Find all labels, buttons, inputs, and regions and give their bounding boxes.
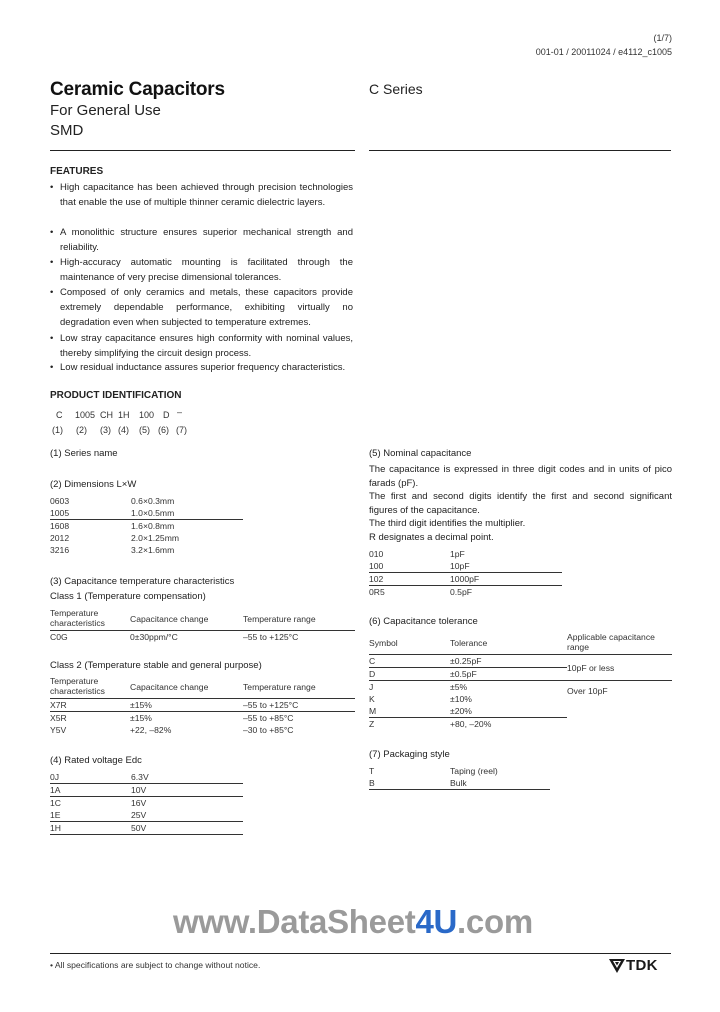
table-cell: 0J	[50, 771, 131, 784]
table-row	[50, 822, 243, 835]
table-cell: 1E	[50, 809, 131, 822]
pid-code-voltage: 1H	[118, 410, 130, 420]
table-header-cell: Temperature range	[243, 608, 355, 631]
table-row	[50, 699, 355, 712]
table-header-cell: Applicable capacitance range	[567, 632, 672, 655]
table-cell: 0R5	[369, 587, 385, 597]
page-title: Ceramic Capacitors	[50, 79, 225, 100]
table-header-cell: Capacitance change	[130, 608, 243, 631]
table-cell: 3.2×1.6mm	[131, 545, 175, 555]
table-cell: ±15%	[130, 713, 152, 723]
tdk-logo	[609, 957, 658, 974]
table-row	[50, 771, 243, 784]
tdk-logo-text: TDK	[626, 957, 658, 974]
table-row	[50, 495, 243, 507]
class2-table	[50, 676, 355, 736]
table-cell: 1005	[50, 507, 131, 520]
table-cell: ±15%	[130, 699, 243, 712]
table-row	[369, 573, 562, 586]
dimensions-table	[50, 495, 243, 556]
table-row	[50, 797, 243, 810]
table-cell: 1H	[50, 822, 131, 835]
table-cell: 010	[369, 549, 384, 559]
table-cell: 0.6×0.3mm	[131, 496, 175, 506]
pid-code-capacitance: 100	[139, 410, 155, 420]
tdk-logo-mark-icon	[609, 959, 625, 973]
tolerance-range-large: Over 10pF	[567, 686, 608, 696]
table-cell: +80, –20%	[450, 719, 492, 729]
table-row	[369, 586, 562, 599]
table-cell: ±20%	[450, 705, 567, 718]
table-row	[50, 809, 243, 822]
table-header-cell: Symbol	[369, 632, 450, 655]
table-cell: Taping (reel)	[450, 766, 498, 776]
feature-item: • A monolithic structure ensures superior mechanical strength and reliability.	[50, 225, 353, 255]
rated-voltage-heading: (4) Rated voltage Edc	[50, 755, 142, 766]
table-row	[369, 681, 672, 694]
class1-title: Class 1 (Temperature compensation)	[50, 591, 206, 602]
table-cell: K	[369, 694, 375, 704]
cap-tolerance-heading: (6) Capacitance tolerance	[369, 616, 478, 627]
pid-index: (7)	[176, 425, 187, 435]
nominal-cap-paragraph: The first and second digits identify the first and second significant figures of the capacitance.	[369, 491, 672, 516]
table-cell: 10pF	[450, 560, 562, 573]
dimensions-heading: (2) Dimensions L×W	[50, 479, 137, 490]
table-cell: 0.5pF	[450, 587, 472, 597]
pid-code-dimension: 1005	[75, 410, 96, 420]
pid-index: (6)	[158, 425, 169, 435]
watermark-text: .com	[457, 903, 533, 940]
feature-text: Low stray capacitance ensures high conformity with nominal values, thereby simplifying the circuit design process.	[60, 333, 353, 360]
table-cell: 100	[369, 560, 450, 573]
table-cell: 1A	[50, 784, 131, 797]
feature-text: Composed of only ceramics and metals, these capacitors provide extremely dependable performance, exhibiting virtually no degradation even when subjected to temperature extremes.	[60, 287, 353, 329]
table-row	[369, 655, 672, 668]
feature-item: • Low residual inductance assures superior frequency characteristics.	[50, 360, 353, 375]
table-header-row	[50, 608, 355, 631]
feature-text: A monolithic structure ensures superior mechanical strength and reliability.	[60, 227, 353, 254]
pid-index: (1)	[52, 425, 63, 435]
table-row	[369, 765, 550, 777]
pid-index: (2)	[76, 425, 87, 435]
watermark-text: www.DataSheet	[173, 903, 416, 940]
table-cell: J	[369, 682, 374, 692]
packaging-heading: (7) Packaging style	[369, 749, 450, 760]
table-cell: 0±30ppm/°C	[130, 632, 178, 642]
table-header-row	[369, 632, 672, 655]
table-cell: T	[369, 766, 375, 776]
watermark-highlight: 4U	[415, 903, 458, 940]
table-row	[50, 784, 243, 797]
cap-tolerance-table	[369, 632, 672, 730]
feature-item: • Composed of only ceramics and metals, these capacitors provide extremely dependable performance, exhibiting virtually no degradation even when subjected to temperature extremes.	[50, 285, 353, 331]
pid-index: (3)	[100, 425, 111, 435]
feature-text: Low residual inductance assures superior frequency characteristics.	[60, 362, 346, 373]
nominal-cap-table	[369, 548, 562, 598]
table-cell: 16V	[131, 798, 147, 808]
table-header-cell: Temperature characteristics	[50, 608, 130, 631]
tolerance-range-small: 10pF or less	[567, 655, 672, 681]
table-cell: 1pF	[450, 549, 465, 559]
table-row	[50, 520, 243, 533]
table-cell: ±0.5pF	[450, 668, 567, 681]
table-cell: –55 to +125°C	[243, 699, 355, 712]
table-cell: 10V	[131, 784, 243, 797]
nominal-cap-description	[369, 463, 672, 544]
table-row	[50, 724, 355, 736]
page-subtitle-smd: SMD	[50, 122, 84, 139]
table-cell: X5R	[50, 713, 67, 723]
table-cell: 2.0×1.25mm	[131, 533, 180, 543]
pid-code-tolerance: D	[163, 410, 170, 420]
table-header-cell: Capacitance change	[130, 676, 243, 699]
table-cell: B	[369, 777, 450, 790]
feature-text: High-accuracy automatic mounting is facilitated through the maintenance of very precise dimensional tolerances.	[60, 257, 353, 284]
title-rule-left	[50, 150, 355, 151]
page-number: (1/7)	[653, 33, 672, 43]
nominal-cap-paragraph: R designates a decimal point.	[369, 531, 494, 543]
table-header-cell: Tolerance	[450, 632, 567, 655]
features-heading: FEATURES	[50, 166, 104, 177]
footer-note: • All specifications are subject to change without notice.	[50, 960, 261, 970]
nominal-cap-heading: (5) Nominal capacitance	[369, 448, 472, 459]
table-cell: 0603	[50, 496, 70, 506]
table-cell: 1608	[50, 521, 70, 531]
table-row	[50, 507, 243, 520]
document-id: 001-01 / 20011024 / e4112_c1005	[535, 47, 672, 57]
table-cell: Y5V	[50, 725, 67, 735]
table-cell: Z	[369, 719, 375, 729]
footer-rule	[50, 953, 671, 954]
table-cell: 2012	[50, 533, 70, 543]
pid-index: (5)	[139, 425, 150, 435]
packaging-table	[369, 765, 550, 790]
table-cell: –55 to +85°C	[243, 713, 294, 723]
pid-code-packaging: –	[177, 407, 183, 417]
table-cell: 102	[369, 573, 450, 586]
pid-code-temp-char: CH	[100, 410, 113, 420]
table-header-cell: Temperature characteristics	[50, 676, 130, 699]
table-row	[369, 777, 550, 790]
table-cell: X7R	[50, 699, 130, 712]
table-row	[50, 532, 243, 544]
table-cell: C	[369, 655, 450, 668]
table-cell: 1C	[50, 798, 61, 808]
table-row	[50, 544, 243, 556]
table-cell: ±5%	[450, 682, 468, 692]
series-label: C Series	[369, 81, 423, 97]
class2-title: Class 2 (Temperature stable and general purpose)	[50, 660, 262, 671]
table-header-cell: Temperature range	[243, 676, 355, 699]
table-cell: 3216	[50, 545, 70, 555]
table-row	[369, 548, 562, 560]
table-cell: 1.0×0.5mm	[131, 507, 243, 520]
page-subtitle-general-use: For General Use	[50, 102, 161, 119]
table-cell: 1.6×0.8mm	[131, 521, 175, 531]
feature-item: • Low stray capacitance ensures high conformity with nominal values, thereby simplifying the circuit design process.	[50, 331, 353, 361]
pid-index: (4)	[118, 425, 129, 435]
table-cell: D	[369, 668, 450, 681]
table-cell: 1000pF	[450, 573, 562, 586]
table-cell: ±10%	[450, 694, 472, 704]
table-header-row	[50, 676, 355, 699]
class1-table	[50, 608, 355, 643]
table-cell: ±0.25pF	[450, 655, 567, 668]
table-row	[50, 631, 355, 644]
feature-text: High capacitance has been achieved through precision technologies that enable the use of multiple thinner ceramic dielectric layers.	[60, 182, 353, 209]
cap-temp-heading: (3) Capacitance temperature characteristics	[50, 576, 235, 587]
series-name-heading: (1) Series name	[50, 448, 118, 459]
rated-voltage-table	[50, 771, 243, 835]
table-row	[369, 560, 562, 573]
table-cell: 50V	[131, 822, 243, 835]
table-cell: 25V	[131, 809, 243, 822]
table-cell: –30 to +85°C	[243, 725, 294, 735]
watermark-link[interactable]	[173, 903, 533, 941]
title-rule-right	[369, 150, 671, 151]
product-identification-heading: PRODUCT IDENTIFICATION	[50, 390, 182, 401]
pid-code-series: C	[56, 410, 63, 420]
nominal-cap-paragraph: The third digit identifies the multiplier.	[369, 518, 526, 529]
table-cell: +22, –82%	[130, 725, 172, 735]
table-row	[50, 712, 355, 725]
table-cell: 6.3V	[131, 771, 243, 784]
table-cell: Bulk	[450, 777, 550, 790]
table-cell: –55 to +125°C	[243, 632, 299, 642]
feature-item: • High capacitance has been achieved through precision technologies that enable the use of multiple thinner ceramic dielectric layers.	[50, 180, 353, 210]
table-cell: M	[369, 705, 450, 718]
nominal-cap-paragraph: The capacitance is expressed in three digit codes and in units of pico farads (pF).	[369, 464, 672, 489]
feature-item: • High-accuracy automatic mounting is facilitated through the maintenance of very precise dimensional tolerances.	[50, 255, 353, 285]
table-cell: C0G	[50, 632, 68, 642]
